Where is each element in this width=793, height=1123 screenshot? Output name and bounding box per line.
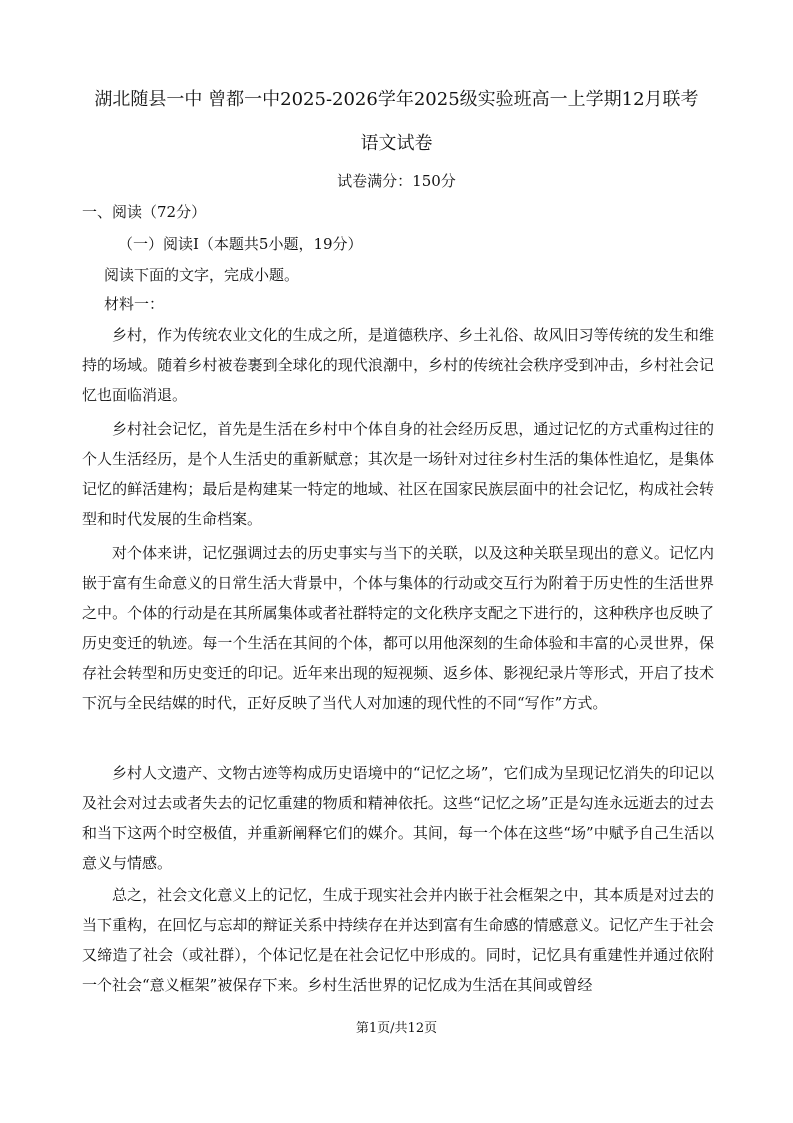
passage-paragraph: 对个体来讲，记忆强调过去的历史事实与当下的关联，以及这种关联呈现出的意义。记忆内嵌于富有生命意义的日常生活大背景中，个体与集体的行动或交互行为附着于历史性的生活世界之中。个体的行动是在其所属集体或者社群特定的文化秩序支配之下进行的，这种秩序也反映了历史变迁的轨迹。每一个生活在其间的个体，都可以用他深刻的生命体验和丰富的心灵世界，保存社会转型和历史变迁的印记。近年来出现的短视频、返乡体、影视纪录片等形式，开启了技术下沉与全民结媒的时代，正好反映了当代人对加速的现代性的不同“写作”方式。 bbox=[82, 544, 714, 712]
exam-title: 湖北随县一中 曾都一中2025-2026学年2025级实验班高一上学期12月联考 bbox=[94, 89, 699, 110]
page-number: 第1页/共12页 bbox=[355, 1021, 438, 1036]
passage-paragraph: 乡村人文遗产、文物古迹等构成历史语境中的“记忆之场”，它们成为呈现记忆消失的印记以及社会对过去或者失去的记忆重建的物质和精神依托。这些“记忆之场”正是勾连永远逝去的过去和当下这两个时空极值，并重新阐释它们的媒介。其间，每一个体在这些“场”中赋予自己生活以意义与情感。 bbox=[82, 764, 714, 872]
reading-instruction: 阅读下面的文字，完成小题。 bbox=[104, 266, 300, 284]
passage-paragraph: 乡村社会记忆，首先是生活在乡村中个体自身的社会经历反思，通过记忆的方式重构过往的个人生活经历，是个人生活史的重新赋意；其次是一场针对过往乡村生活的集体性追忆，是集体记忆的鲜活建构；最后是构建某一特定的地域、社区在国家民族层面中的社会记忆，构成社会转型和时代发展的生命档案。 bbox=[82, 420, 714, 528]
subsection-heading: （一）阅读Ⅰ（本题共5小题，19分） bbox=[118, 235, 363, 253]
exam-subject: 语文试卷 bbox=[360, 133, 433, 154]
section-heading: 一、阅读（72分） bbox=[82, 203, 207, 221]
passage-paragraph: 总之，社会文化意义上的记忆，生成于现实社会并内嵌于社会框架之中，其本质是对过去的当下重构，在回忆与忘却的辩证关系中持续存在并达到富有生命感的情感意义。记忆产生于社会又缔造了社会（或社群），个体记忆是在社会记忆中形成的。同时，记忆具有重建性并通过依附一个社会“意义框架”被保存下来。乡村生活世界的记忆成为生活在其间或曾经 bbox=[82, 886, 714, 994]
material-label: 材料一： bbox=[104, 295, 165, 313]
full-score: 试卷满分：150分 bbox=[337, 172, 456, 190]
passage-paragraph: 乡村，作为传统农业文化的生成之所，是道德秩序、乡土礼俗、故风旧习等传统的发生和维持的场域。随着乡村被卷裹到全球化的现代浪潮中，乡村的传统社会秩序受到冲击，乡村社会记忆也面临消退。 bbox=[82, 326, 714, 404]
